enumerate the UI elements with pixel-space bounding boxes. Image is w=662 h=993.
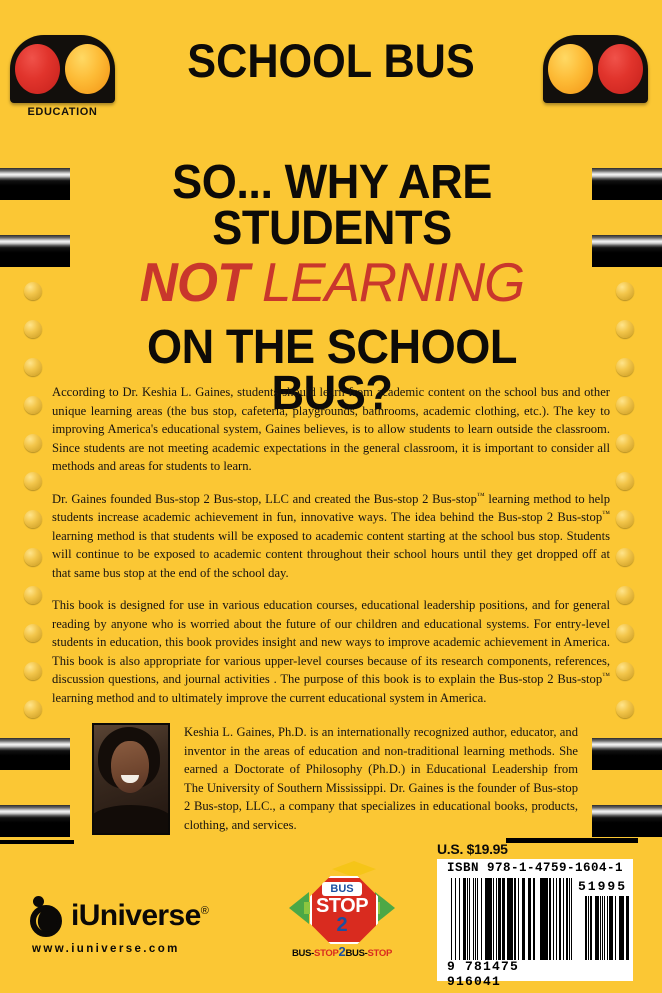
rivet-dot: [616, 662, 634, 680]
rivet-dot: [24, 358, 42, 376]
publisher-url[interactable]: www.iuniverse.com: [32, 943, 180, 955]
publisher-name: [71, 901, 208, 931]
amber-lamp-icon: [548, 44, 593, 94]
registered-mark: ®: [200, 905, 209, 917]
logo-two-digit: 2: [336, 914, 348, 936]
bottom-right-black-bar: [506, 838, 638, 843]
rivet-column-right: [616, 282, 638, 738]
paragraph-3-part-b: learning method and to ultimately improve the current educational system in America.: [52, 691, 487, 706]
education-label: EDUCATION: [27, 106, 98, 118]
busstop-brand-logo: [288, 858, 396, 962]
paragraph-2-part-b: learning method to help students increase academic achievement in fun, innovative ways. The idea behind the Bus-stop 2 Bus-stop: [52, 491, 610, 525]
logo-bus-word: BUS: [322, 882, 362, 896]
headline-line-1: SO... WHY ARE STUDENTS: [172, 156, 492, 256]
publisher-logo[interactable]: [28, 895, 258, 955]
rivet-dot: [616, 358, 634, 376]
trademark-symbol: ™: [602, 671, 610, 681]
rivet-dot: [616, 700, 634, 718]
barcode-ean-digits: 9 781475 916041: [447, 959, 520, 989]
rivet-dot: [616, 472, 634, 490]
bottom-left-black-bar: [0, 840, 74, 844]
rivet-dot: [616, 320, 634, 338]
portrait-shoulders: [92, 805, 170, 835]
rivet-dot: [24, 510, 42, 528]
headline-line-2: [82, 251, 581, 314]
rivet-dot: [616, 282, 634, 300]
paragraph-2-part-a: Dr. Gaines founded Bus-stop 2 Bus-stop, LLC and created the Bus-stop 2 Bus-stop: [52, 491, 477, 506]
rivet-dot: [24, 472, 42, 490]
author-photo: [92, 723, 170, 835]
portrait-face: [111, 741, 149, 793]
back-cover-description: [52, 383, 610, 722]
trademark-symbol: ™: [602, 509, 610, 519]
tagline-part-3: 2: [338, 944, 346, 959]
rivet-column-left: [24, 282, 46, 738]
rivet-dot: [24, 548, 42, 566]
publisher-logo-row: [28, 895, 258, 937]
bus-stripe-right-lower: [592, 738, 662, 770]
publisher-name-text: iUniverse: [71, 899, 201, 932]
rivet-dot: [24, 282, 42, 300]
tagline-part-2: STOP: [314, 948, 339, 959]
logo-tagline: [288, 944, 396, 959]
cover-header: [0, 0, 662, 140]
tagline-part-4: BUS-: [345, 948, 368, 959]
page-title: SCHOOL BUS: [187, 34, 475, 87]
rivet-dot: [616, 624, 634, 642]
trademark-symbol: ™: [476, 490, 485, 500]
bus-stripe-right-bottom: [592, 805, 662, 837]
barcode-block: [437, 859, 633, 989]
iuniverse-dot-shape: [33, 896, 44, 907]
isbn-text: ISBN 978-1-4759-1604-1: [446, 861, 624, 875]
rivet-dot: [24, 396, 42, 414]
author-bio: [92, 723, 578, 835]
headline-not-word: NOT: [139, 251, 249, 314]
barcode-bars-addon: [585, 896, 629, 960]
headline-line-3: ON THE SCHOOL BUS?: [147, 320, 517, 421]
author-bio-text: Keshia L. Gaines, Ph.D. is an internationally recognized author, educator, and inventor in the areas of education and non-traditional learning methods. She earned a Doctorate of Philosophy (Ph.D.) in Educational Leadership from The University of Southern Mississippi. Dr. Gaines is the founder of Bus-stop 2 Bus-stop, LLC., a company that specializes in educational books, products, clothing, and services.: [184, 725, 578, 832]
price-label: U.S. $19.95: [437, 841, 508, 857]
rivet-dot: [616, 586, 634, 604]
paragraph-2-part-c: learning method is that students will be exposed to academic content starting at the school bus stop. Students will continue to be exposed to academic content throughout their school hours until they get dropped off at that same bus stop at the end of the school day.: [52, 528, 610, 580]
paragraph-2: [52, 490, 610, 583]
bus-stripe-right-upper: [592, 235, 662, 267]
barcode-addon-digits: 51995: [577, 879, 627, 894]
iuniverse-mark-icon: [28, 895, 68, 937]
rivet-dot: [24, 434, 42, 452]
rivet-dot: [616, 548, 634, 566]
headline-learning-word: LEARNING: [262, 251, 525, 314]
rivet-dot: [24, 624, 42, 642]
rivet-dot: [24, 586, 42, 604]
paragraph-1: According to Dr. Keshia L. Gaines, students should learn from academic content on the school bus and other unique learning areas (the bus stop, cafeteria, playgrounds, bathrooms, academic clothing, etc.). The key to improving America's educational system, Gaines believes, is to allow students to learn outside the classroom. Since students are not meeting academic expectations in the general classroom, it is important to consider all methods and areas for students to learn.: [52, 385, 610, 473]
red-lamp-icon: [598, 44, 643, 94]
bus-stripe-left-lower: [0, 738, 70, 770]
paragraph-3-part-a: This book is designed for use in various education courses, educational leadership positions, and for general reading by anyone who is worried about the future of our children and educational systems. For entry-level students in education, this book provides insight and new ways to improve academic achievement in America. This book is also appropriate for various upper-level courses because of its research components, references, discussion questions, and journal activities . The purpose of this book is to explain the Bus-stop 2 Bus-stop: [52, 598, 610, 687]
rivet-dot: [616, 434, 634, 452]
tagline-part-1: BUS-: [292, 948, 315, 959]
rivet-dot: [24, 320, 42, 338]
rivet-dot: [24, 700, 42, 718]
bus-stripe-right-top: [592, 168, 662, 200]
paragraph-3: [52, 596, 610, 707]
rivet-dot: [616, 510, 634, 528]
bus-stripe-left-bottom: [0, 805, 70, 837]
tagline-part-5: STOP: [367, 948, 392, 959]
rivet-dot: [616, 396, 634, 414]
traffic-light-right: [543, 35, 648, 103]
bus-stripe-left-upper: [0, 235, 70, 267]
barcode-bars-main: [451, 878, 573, 960]
rivet-dot: [24, 662, 42, 680]
headline-block: [72, 156, 592, 421]
bus-stripe-left-top: [0, 168, 70, 200]
logo-stop-word: STOP: [315, 895, 369, 917]
